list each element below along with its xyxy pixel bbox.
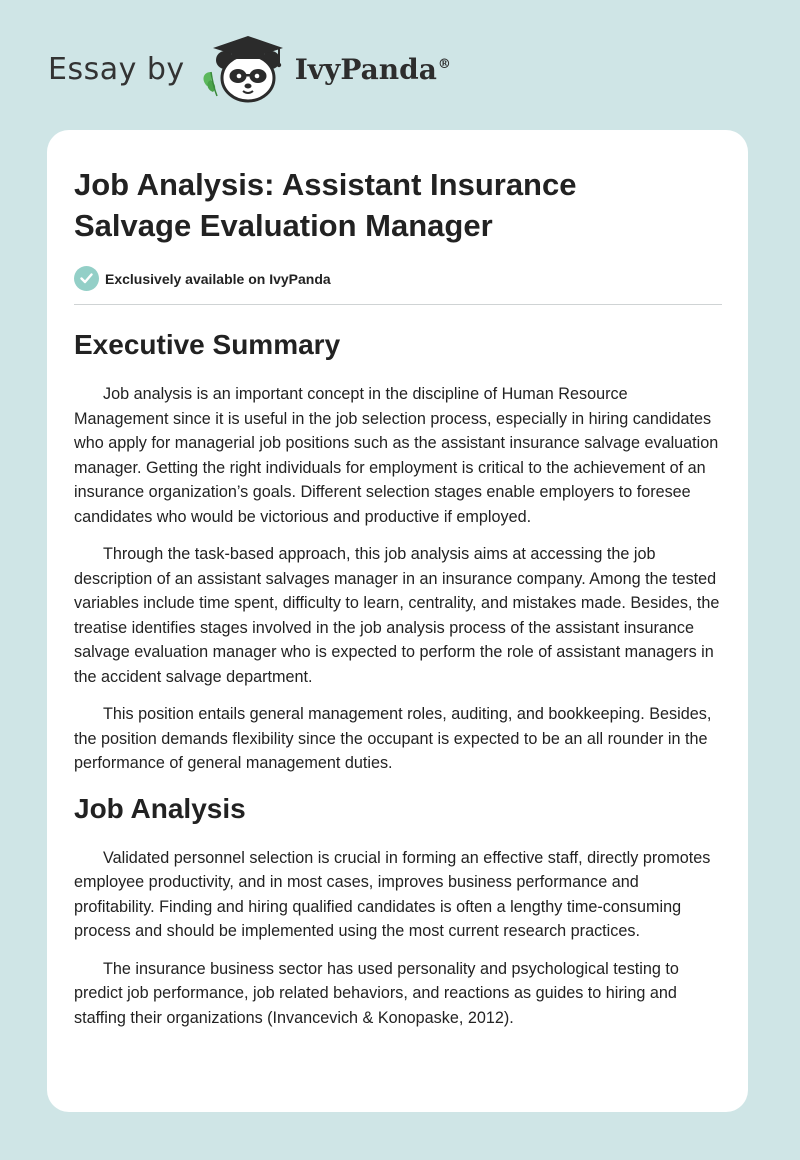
- panda-logo-icon: [199, 34, 291, 104]
- brand-name: IvyPanda®: [294, 52, 451, 86]
- brand-prefix: Essay by: [48, 51, 185, 87]
- paragraph: Validated personnel selection is crucial in forming an effective staff, directly promotes employee productivity, and in most cases, improves business performance and profitability. Finding and hiring qualified candidates is often a lengthy time-consuming process and should be implemented using the most current research practices.: [74, 848, 711, 940]
- exclusive-badge-label: Exclusively available on IvyPanda: [105, 270, 331, 287]
- section-heading: Job Analysis: [74, 792, 246, 824]
- paragraph: Job analysis is an important concept in the discipline of Human Resource Management since it is useful in the job selection process, especially in hiring candidates who apply for managerial job positions such as the assistant insurance salvage evaluation manager. Getting the right individuals for employment is critical to the achievement of an insurance organization’s goals. Different selection stages enable employers to foresee candidates who would be victorious and productive if employed.: [74, 385, 719, 526]
- header-divider: [74, 304, 722, 305]
- paragraph: This position entails general management roles, auditing, and bookkeeping. Besides, the position demands flexibility since the occupant is expected to be an all rounder in the performance of general management duties.: [74, 705, 712, 772]
- article-card: [47, 130, 748, 1112]
- paragraph: The insurance business sector has used personality and psychological testing to predict job performance, job related behaviors, and reactions as guides to hiring and staffing their organizations (Invancevich & Konopaske, 2012).: [74, 959, 679, 1027]
- registered-mark: ®: [437, 57, 451, 73]
- brand-header[interactable]: [48, 34, 451, 104]
- section-heading: Executive Summary: [74, 329, 341, 360]
- paragraph: Through the task-based approach, this job analysis aims at accessing the job description of an assistant salvages manager in an insurance company. Among the tested variables include time spent, difficulty to learn, centrality, and mistakes made. Besides, the treatise identifies stages involved in the job analysis process of the assistant insurance salvage evaluation manager who is expected to perform the role of assistant managers in the accident salvage department.: [74, 545, 720, 686]
- check-circle-icon: [74, 266, 99, 291]
- article-title-line-1: Job Analysis: Assistant Insurance: [74, 167, 577, 202]
- article-title: [74, 164, 722, 246]
- article-title-line-2: Salvage Evaluation Manager: [74, 208, 493, 243]
- exclusive-badge: [74, 266, 722, 291]
